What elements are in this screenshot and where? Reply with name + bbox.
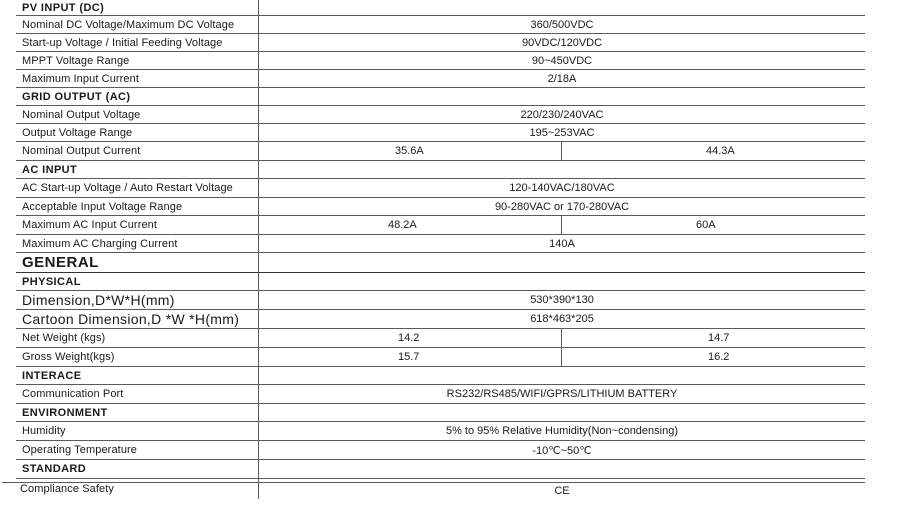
table-row bbox=[16, 70, 865, 88]
row-value: 530*390*130 bbox=[530, 294, 594, 306]
row-label: Gross Weight(kgs) bbox=[22, 351, 115, 363]
row-value-split bbox=[259, 329, 865, 347]
row-value: 360/500VDC bbox=[530, 18, 594, 31]
table-row bbox=[16, 142, 865, 161]
column-divider bbox=[258, 161, 259, 179]
table-row bbox=[16, 124, 865, 142]
value-model-a: 15.7 bbox=[259, 348, 562, 366]
section-label: AC INPUT bbox=[22, 163, 78, 176]
row-value-split bbox=[259, 142, 865, 160]
row-value: 140A bbox=[549, 237, 575, 250]
column-divider bbox=[258, 404, 259, 422]
value-model-b: 60A bbox=[696, 219, 716, 231]
row-label: Net Weight (kgs) bbox=[22, 332, 106, 344]
section-label: INTERACE bbox=[22, 369, 82, 382]
row-label: Acceptable Input Voltage Range bbox=[22, 200, 183, 213]
table-row bbox=[16, 52, 865, 70]
section-physical bbox=[16, 273, 865, 291]
row-value: 618*463*205 bbox=[530, 313, 594, 325]
table-row bbox=[16, 198, 865, 216]
column-divider bbox=[258, 460, 259, 479]
row-value: 220/230/240VAC bbox=[520, 108, 604, 121]
row-value-split bbox=[259, 216, 865, 234]
table-row bbox=[16, 385, 865, 404]
row-label: Communication Port bbox=[22, 388, 124, 400]
row-value-split bbox=[259, 348, 865, 366]
section-label: ENVIRONMENT bbox=[22, 406, 108, 419]
table-row bbox=[16, 329, 865, 348]
row-label: Maximum AC Input Current bbox=[22, 219, 158, 231]
row-value: 5% to 95% Relative Humidity(Non~condensing) bbox=[445, 425, 679, 437]
row-label: Output Voltage Range bbox=[22, 126, 133, 139]
table-row bbox=[16, 216, 865, 235]
spec-table bbox=[16, 0, 865, 498]
row-value: 120-140VAC/180VAC bbox=[509, 182, 615, 194]
table-row bbox=[16, 291, 865, 310]
row-label: Start-up Voltage / Initial Feeding Voltage bbox=[22, 36, 223, 49]
value-model-b: 14.7 bbox=[708, 332, 730, 344]
table-row bbox=[16, 310, 865, 329]
column-divider bbox=[258, 253, 259, 273]
table-row bbox=[16, 106, 865, 124]
row-label: Maximum Input Current bbox=[22, 72, 140, 85]
table-row bbox=[16, 441, 865, 460]
section-grid-output bbox=[16, 88, 865, 106]
column-divider bbox=[258, 367, 259, 385]
table-row bbox=[16, 179, 865, 198]
table-row bbox=[16, 235, 865, 253]
value-model-b: 44.3A bbox=[706, 145, 735, 157]
column-divider bbox=[258, 0, 259, 16]
value-model-b: 16.2 bbox=[708, 351, 730, 363]
row-value: RS232/RS485/WIFI/GPRS/LITHIUM BATTERY bbox=[446, 388, 678, 400]
row-label: Nominal Output Voltage bbox=[22, 108, 141, 121]
heading-general bbox=[16, 253, 865, 273]
section-label: PV INPUT (DC) bbox=[22, 1, 105, 14]
table-bottom-rule bbox=[2, 482, 865, 483]
row-value: -10℃~50℃ bbox=[532, 444, 592, 457]
row-label: MPPT Voltage Range bbox=[22, 54, 130, 67]
row-label: Nominal Output Current bbox=[22, 145, 141, 157]
value-model-a: 48.2A bbox=[259, 216, 562, 234]
section-interface bbox=[16, 367, 865, 385]
row-label: AC Start-up Voltage / Auto Restart Voltage bbox=[22, 182, 233, 194]
row-label: Nominal DC Voltage/Maximum DC Voltage bbox=[22, 18, 235, 31]
row-value: 90-280VAC or 170-280VAC bbox=[494, 200, 630, 213]
column-divider bbox=[258, 273, 259, 291]
row-label: Maximum AC Charging Current bbox=[22, 237, 178, 250]
row-value: 195~253VAC bbox=[529, 126, 595, 139]
section-label: STANDARD bbox=[22, 463, 87, 475]
row-value: 2/18A bbox=[547, 72, 577, 85]
section-standard bbox=[16, 460, 865, 479]
table-row bbox=[16, 34, 865, 52]
table-row bbox=[16, 422, 865, 441]
table-row bbox=[16, 16, 865, 34]
column-divider bbox=[258, 88, 259, 106]
row-value: 90~450VDC bbox=[531, 54, 593, 67]
row-label: Humidity bbox=[22, 425, 66, 437]
row-value: CE bbox=[554, 484, 570, 497]
row-label: Operating Temperature bbox=[22, 444, 138, 456]
row-label: Dimension,D*W*H(mm) bbox=[22, 292, 175, 308]
section-ac-input bbox=[16, 161, 865, 179]
section-label: PHYSICAL bbox=[22, 275, 81, 288]
row-value: 90VDC/120VDC bbox=[521, 36, 603, 49]
section-label: GRID OUTPUT (AC) bbox=[22, 90, 131, 103]
section-environment bbox=[16, 404, 865, 422]
section-pv-input bbox=[16, 0, 865, 16]
value-model-a: 35.6A bbox=[259, 142, 562, 160]
value-model-a: 14.2 bbox=[259, 329, 562, 347]
heading-label: GENERAL bbox=[22, 254, 99, 271]
row-label: Compliance Safety bbox=[20, 482, 115, 495]
row-label: Cartoon Dimension,D *W *H(mm) bbox=[22, 311, 240, 327]
table-row bbox=[16, 348, 865, 367]
